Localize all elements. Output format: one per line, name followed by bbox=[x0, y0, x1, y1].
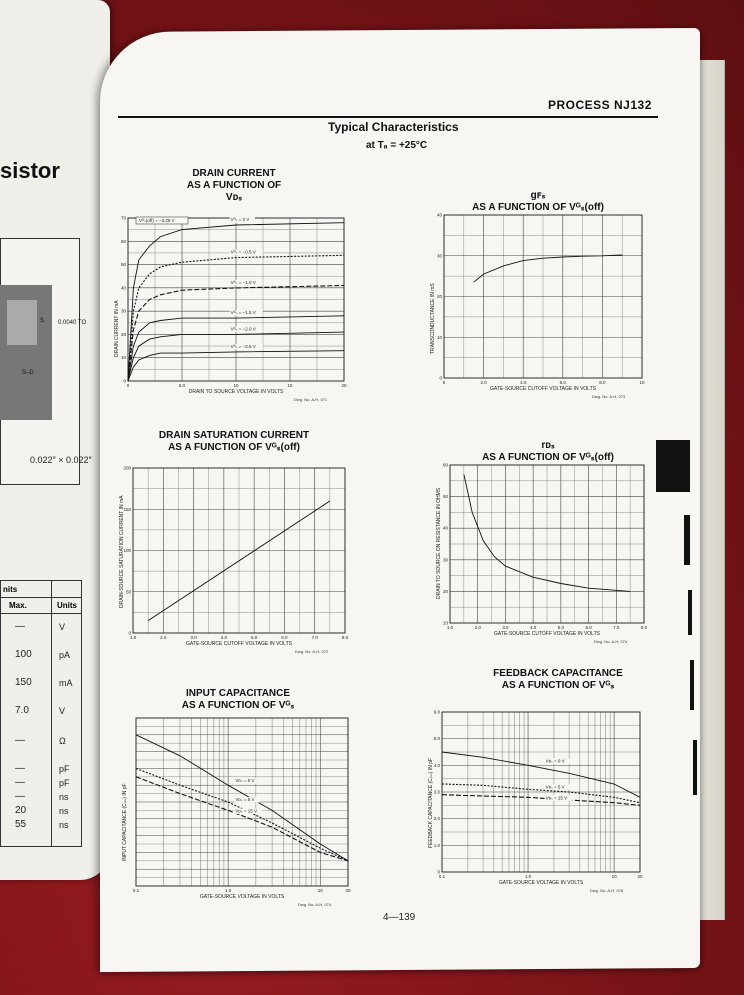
cin-chart bbox=[132, 718, 351, 893]
idss-x-tick: 6.0 bbox=[281, 635, 288, 640]
rds-y-tick: 40 bbox=[442, 525, 448, 531]
gfs-title-line2: AS A FUNCTION OF Vᴳₛ(off) bbox=[472, 202, 604, 213]
gfs-x-tick: 4.0 bbox=[520, 380, 527, 385]
rds-plot bbox=[442, 462, 648, 630]
crss-y-tick: 2.0 bbox=[433, 816, 440, 822]
table-cell-unit: Ω bbox=[59, 736, 66, 746]
table-cell-max: 100 bbox=[15, 649, 32, 660]
rds-x-tick: 4.0 bbox=[530, 625, 537, 630]
gfs-x-tick: 10 bbox=[639, 380, 645, 385]
crss-x-tick: 0.1 bbox=[438, 874, 446, 879]
drain-current-chart-title bbox=[180, 168, 288, 204]
drain-current-y-axis-label: DRAIN CURRENT IN mA bbox=[114, 299, 120, 357]
table-cell-unit: ns bbox=[59, 806, 69, 816]
crss-y-tick: 4.0 bbox=[433, 762, 440, 768]
rds-y-tick: 30 bbox=[442, 557, 448, 563]
idss-y-tick: 100 bbox=[123, 548, 131, 553]
gfs-x-tick: 0 bbox=[442, 380, 446, 385]
cin-series-label: Vᴅₛ = 15 V bbox=[235, 808, 257, 814]
drain-current-x-tick: 5.0 bbox=[178, 383, 186, 388]
idss-title-line1: DRAIN SATURATION CURRENT bbox=[158, 430, 310, 441]
drain-current-y-tick: 50 bbox=[120, 262, 126, 268]
table-cell-unit: V bbox=[59, 706, 66, 716]
limits-table bbox=[0, 580, 82, 847]
rds-title-line2: AS A FUNCTION OF Vᴳₛ(off) bbox=[482, 452, 614, 463]
idss-x-tick: 7.0 bbox=[311, 635, 318, 640]
idss-chart bbox=[123, 465, 349, 640]
gfs-x-tick: 2.0 bbox=[480, 380, 487, 385]
cin-x-tick: 0.1 bbox=[132, 888, 140, 893]
gfs-chart bbox=[436, 212, 645, 385]
crss-y-tick: 0 bbox=[437, 869, 440, 875]
rds-chart-title bbox=[478, 440, 618, 464]
idss-y-axis-label: DRAIN-SOURCE SATURATION CURRENT IN mA bbox=[119, 495, 125, 609]
crss-x-tick: 20 bbox=[637, 874, 643, 879]
cin-x-axis-label: GATE-SOURCE VOLTAGE IN VOLTS bbox=[199, 894, 285, 900]
idss-title-line2: AS A FUNCTION OF Vᴳₛ(off) bbox=[168, 442, 300, 453]
crss-y-tick: 1.0 bbox=[433, 842, 440, 848]
idss-x-tick: 5.0 bbox=[251, 635, 258, 640]
table-cell-max: — bbox=[15, 735, 25, 746]
process-heading: PROCESS NJ132 bbox=[548, 98, 652, 112]
gfs-y-tick: 20 bbox=[436, 294, 442, 299]
idss-y-tick: 0 bbox=[128, 630, 131, 636]
cin-title-line2: AS A FUNCTION OF Vᴳₛ bbox=[181, 700, 295, 711]
drain-current-chart bbox=[120, 215, 347, 388]
rds-x-tick: 7.0 bbox=[613, 625, 620, 630]
idss-plot bbox=[123, 465, 349, 640]
crss-drawing-number: Dwg. No. A-H, 076 bbox=[590, 888, 624, 893]
crss-chart bbox=[433, 709, 643, 879]
gfs-x-tick: 8.0 bbox=[599, 380, 606, 385]
crss-y-tick: 5.0 bbox=[433, 736, 440, 742]
table-cell-unit: pF bbox=[59, 764, 70, 774]
rds-drawing-number: Dwg. No. A-H, 074 bbox=[594, 639, 628, 644]
drain-current-series-label: Vᴳₛ = −2.0 V bbox=[230, 326, 256, 332]
crss-x-axis-label: GATE-SOURCE VOLTAGE IN VOLTS bbox=[498, 880, 584, 886]
idss-x-tick: 1.0 bbox=[129, 635, 137, 640]
table-cell-unit: mA bbox=[59, 678, 73, 688]
drain-current-x-tick: 15 bbox=[287, 383, 293, 388]
crss-title-line1: FEEDBACK CAPACITANCE bbox=[493, 668, 623, 679]
rds-y-axis-label: DRAIN TO SOURCE ON RESISTANCE IN OHMS bbox=[436, 488, 442, 600]
chip-label-s: S bbox=[40, 318, 45, 324]
rds-x-axis-label: GATE-SOURCE CUTOFF VOLTAGE IN VOLTS bbox=[494, 631, 600, 637]
drain-current-drawing-number: Dwg. No. A-H, 071 bbox=[294, 397, 328, 402]
gfs-y-tick: 40 bbox=[436, 212, 442, 218]
table-cell-max: — bbox=[15, 621, 25, 632]
drain-current-y-tick: 20 bbox=[120, 331, 126, 337]
drain-current-x-tick: 20 bbox=[341, 383, 347, 388]
gfs-x-tick: 6.0 bbox=[559, 380, 566, 385]
table-cell-unit: ns bbox=[59, 792, 69, 802]
table-cell-max: 150 bbox=[15, 677, 32, 688]
drain-current-series-label: Vᴳₛ = −1.0 V bbox=[230, 279, 256, 285]
page-number: 4—139 bbox=[383, 912, 416, 923]
limits-header-fragment: nits bbox=[3, 585, 18, 594]
idss-y-tick: 50 bbox=[125, 589, 131, 595]
temperature-condition: at Tₐ = +25°C bbox=[366, 140, 428, 151]
crss-series-label: Vᴅₛ = 0 V bbox=[545, 758, 565, 764]
crss-plot bbox=[433, 709, 643, 879]
chip-dimension-side: 0.0040 TO bbox=[58, 320, 87, 326]
gfs-series-0 bbox=[474, 255, 623, 282]
table-cell-unit: pA bbox=[59, 650, 71, 660]
crss-series-label: Vᴅₛ = 15 V bbox=[545, 795, 568, 801]
table-cell-max: 20 bbox=[15, 805, 27, 816]
rds-y-tick: 20 bbox=[442, 588, 448, 594]
gfs-x-axis-label: GATE-SOURCE CUTOFF VOLTAGE IN VOLTS bbox=[490, 386, 596, 392]
gfs-y-tick: 10 bbox=[436, 334, 442, 340]
col-max: Max. bbox=[9, 601, 27, 610]
drain-current-title-line1: DRAIN CURRENT bbox=[192, 168, 276, 179]
drain-current-y-tick: 0 bbox=[123, 378, 126, 384]
drain-current-plot bbox=[120, 215, 347, 388]
drain-current-series-label: Vᴳₛ = −2.5 V bbox=[230, 343, 256, 349]
crss-chart-title bbox=[478, 668, 638, 692]
chip-pad bbox=[7, 300, 37, 345]
idss-x-tick: 4.0 bbox=[220, 635, 227, 640]
drain-current-x-tick: 0 bbox=[126, 383, 130, 388]
table-cell-max: — bbox=[15, 791, 25, 802]
cin-title-line1: INPUT CAPACITANCE bbox=[185, 688, 291, 699]
crss-y-tick: 6.0 bbox=[433, 709, 440, 715]
drain-current-y-tick: 10 bbox=[120, 355, 126, 361]
header-rule bbox=[118, 116, 658, 118]
cin-series-label: Vᴅₛ = 5 V bbox=[235, 797, 255, 802]
rds-chart bbox=[442, 462, 648, 630]
left-page-title-fragment: sistor bbox=[0, 158, 60, 183]
rds-x-tick: 3.0 bbox=[502, 625, 509, 630]
gfs-plot bbox=[436, 212, 645, 385]
gfs-y-tick: 30 bbox=[436, 253, 442, 259]
chip-label-sd: S–D bbox=[22, 370, 34, 376]
table-cell-unit: pF bbox=[59, 778, 70, 788]
table-cell-max: — bbox=[15, 777, 25, 788]
cin-x-tick: 10 bbox=[317, 888, 323, 893]
crss-y-tick: 3.0 bbox=[433, 789, 440, 795]
gfs-y-axis-label: TRANSCONDUCTANCE IN mS bbox=[430, 282, 436, 354]
gfs-chart-title bbox=[468, 190, 608, 214]
idss-x-tick: 3.0 bbox=[190, 635, 197, 640]
table-cell-unit: V bbox=[59, 622, 66, 632]
idss-y-tick: 200 bbox=[123, 465, 131, 471]
chip-dimension: 0.022″ × 0.022″ bbox=[30, 455, 92, 465]
cin-x-tick: 1.0 bbox=[224, 888, 232, 893]
gfs-title-line1: gꜰₛ bbox=[530, 190, 546, 201]
crss-y-axis-label: FEEDBACK CAPACITANCE (Cᵣₛₛ) IN pF bbox=[428, 757, 434, 848]
gfs-y-tick: 0 bbox=[439, 375, 442, 381]
idss-x-tick: 2.0 bbox=[160, 635, 167, 640]
left-page bbox=[0, 0, 110, 880]
idss-chart-title bbox=[150, 430, 318, 454]
col-units: Units bbox=[57, 601, 77, 610]
table-cell-max: 7.0 bbox=[15, 705, 29, 716]
rds-x-tick: 5.0 bbox=[557, 625, 564, 630]
cin-x-tick: 20 bbox=[345, 888, 351, 893]
drain-current-y-tick: 40 bbox=[120, 285, 126, 291]
rds-y-tick: 50 bbox=[442, 494, 448, 500]
drain-current-y-tick: 30 bbox=[120, 308, 126, 314]
rds-x-tick: 1.0 bbox=[446, 625, 454, 630]
crss-title-line2: AS A FUNCTION OF Vᴳₛ bbox=[501, 680, 615, 691]
idss-y-tick: 150 bbox=[123, 506, 131, 512]
cin-y-axis-label: INPUT CAPACITANCE (Cᵢₛₛ) IN pF bbox=[122, 783, 128, 861]
gfs-drawing-number: Dwg. No. A-H, 073 bbox=[592, 394, 626, 399]
rds-y-tick: 60 bbox=[442, 462, 448, 468]
drain-current-title-line2: AS A FUNCTION OF Vᴅₛ bbox=[186, 180, 282, 203]
rds-x-tick: 6.0 bbox=[585, 625, 592, 630]
drain-current-y-tick: 60 bbox=[120, 238, 126, 244]
cin-series-label: Vᴅₛ = 0 V bbox=[235, 778, 255, 784]
crss-x-tick: 1.0 bbox=[524, 874, 532, 879]
table-cell-max: 55 bbox=[15, 819, 27, 830]
rds-title-line1: rᴅₛ bbox=[541, 440, 555, 451]
table-cell-unit: ns bbox=[59, 820, 69, 830]
rds-y-tick: 10 bbox=[442, 620, 448, 626]
page-title: Typical Characteristics bbox=[328, 120, 459, 134]
drain-current-x-tick: 10 bbox=[233, 383, 239, 388]
drain-current-series-label: Vᴳₛ = −0.5 V bbox=[230, 249, 256, 255]
crss-series-label: Vᴅₛ = 5 V bbox=[545, 784, 565, 790]
idss-x-axis-label: GATE-SOURCE CUTOFF VOLTAGE IN VOLTS bbox=[186, 641, 292, 647]
table-cell-max: — bbox=[15, 763, 25, 774]
drain-current-annotation: Vᴳₛ(off) = −3.25 V bbox=[139, 218, 175, 223]
drain-current-series-label: Vᴳₛ = −1.5 V bbox=[230, 310, 256, 316]
crss-x-tick: 10 bbox=[611, 874, 617, 879]
cin-drawing-number: Dwg. No. A-H, 074 bbox=[298, 902, 332, 907]
idss-drawing-number: Dwg. No. A-H, 072 bbox=[295, 649, 329, 654]
rds-x-tick: 8.0 bbox=[640, 625, 648, 630]
idss-x-tick: 8.0 bbox=[341, 635, 349, 640]
cin-plot bbox=[132, 718, 351, 893]
rds-x-tick: 2.0 bbox=[474, 625, 481, 630]
drain-current-x-axis-label: DRAIN TO SOURCE VOLTAGE IN VOLTS bbox=[188, 389, 284, 395]
cin-chart-title bbox=[168, 688, 308, 712]
drain-current-series-label: Vᴳₛ = 0 V bbox=[230, 216, 250, 222]
drain-current-y-tick: 70 bbox=[120, 215, 126, 221]
